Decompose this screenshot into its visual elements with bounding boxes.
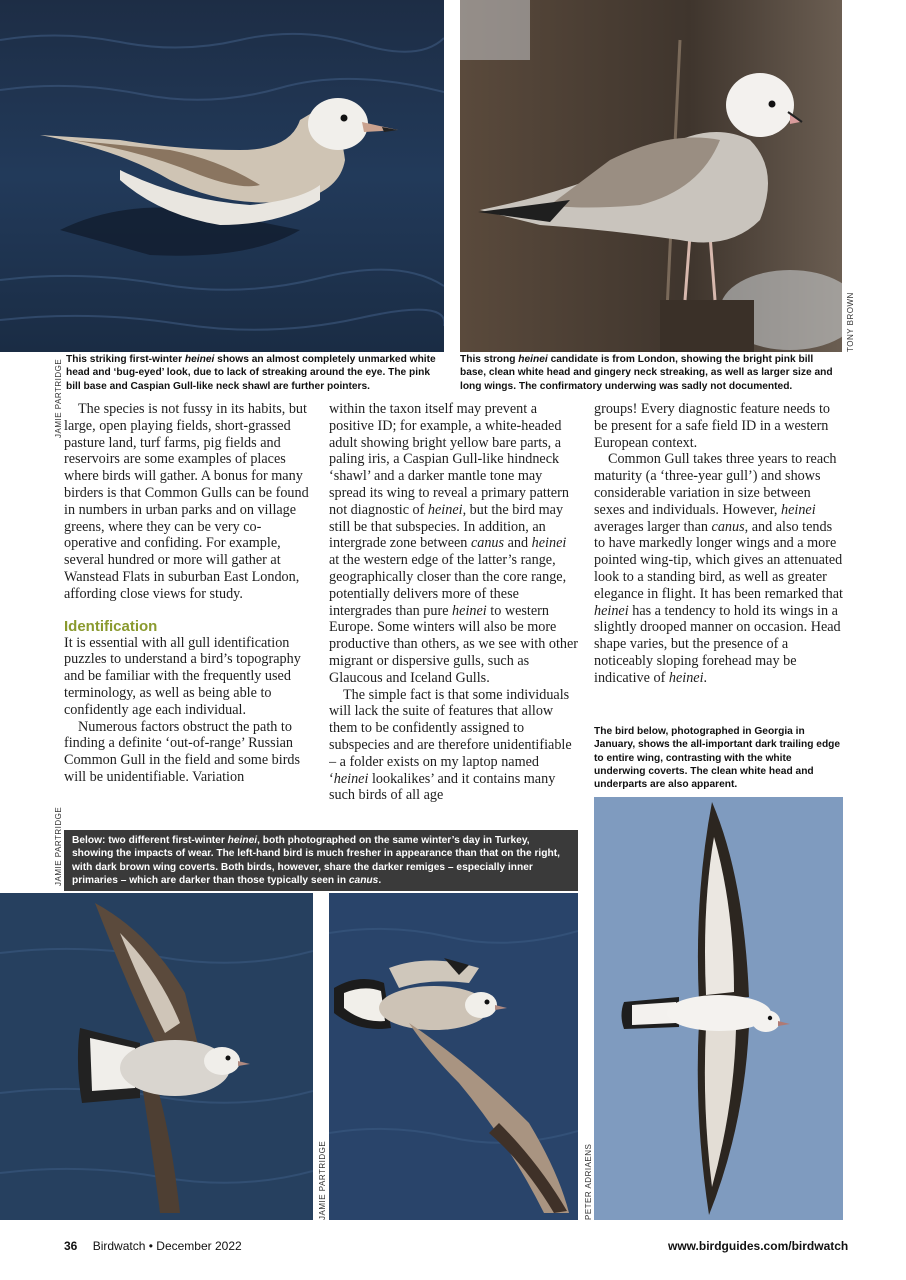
photo-gull-flight-fresh — [0, 893, 313, 1220]
body-column-2 — [329, 401, 579, 821]
footer-left — [64, 1239, 242, 1253]
photo-credit-top-left: JAMIE PARTRIDGE — [54, 358, 63, 438]
body-column-1 — [64, 401, 313, 821]
caption-top-left: This striking first-winter heinei shows an almost completely unmarked white head and ‘bug-eyed’ look, due to lack of streaking around the eye. The pink bill base and Caspian Gull-like neck shawl are further pointers. — [66, 354, 436, 392]
page-number: 36 — [64, 1239, 78, 1253]
caption-top-right: This strong heinei candidate is from London, showing the bright pink bill base, clean white head and gingery neck streaking, as well as larger size and long wings. The confirmatory underwing was sadly not documented. — [460, 354, 833, 392]
footer-url[interactable]: www.birdguides.com/birdwatch — [668, 1239, 849, 1253]
paragraph: Numerous factors obstruct the path to finding a definite ‘out-of-range’ Russian Common Gull in the field and some birds will be unidentifiable. Variation — [64, 718, 301, 785]
photo-gull-flight-worn — [329, 893, 578, 1220]
photo-gull-underwing-georgia — [594, 797, 843, 1220]
photo-credit-bottom-right: PETER ADRIAENS — [584, 1143, 593, 1220]
issue-date: December 2022 — [156, 1239, 242, 1253]
paragraph: within the taxon itself may prevent a positive ID; for example, a white-headed adult showing bright yellow bare parts, a paling iris, a Caspian Gull-like hindneck ‘shawl’ and a darker mantle tone may spread its wing to reveal a primary pattern not diagnostic of heinei, but the bird may still be that subspecies. In addition, an intergrade zone between canus and heinei at the western edge of the latter’s range, geographically closer than the core range, potentially delivers more of these intergrades than pure heinei to western Europe. Some winters will also be more productive than others, as we see with other migrant or dispersive gulls, such as Glaucous and Iceland Gulls. — [329, 401, 578, 686]
paragraph: The simple fact is that some individuals will lack the suite of features that allow them to be confidently assigned to subspecies and are therefore unidentifiable – a folder exists on my laptop named ‘heinei lookalikes’ and it contains many such birds of all age — [329, 686, 572, 804]
paragraph: Common Gull takes three years to reach maturity (a ‘three-year gull’) and shows considerable variation in size between sexes and individuals. However, heinei averages larger than canus, and also tends to have markedly longer wings and a more pointed wing-tip, which gives an attenuated look to a standing bird, as well as greater elegance in flight. It has been remarked that heinei has a tendency to hold its wings in a slightly drooped manner on occasion. Head shape varies, but the presence of a noticeably sloping forehead may be indicative of heinei. — [594, 451, 843, 686]
photo-gull-swimming — [0, 0, 444, 352]
caption-turkey-gulls: Below: two different first-winter heinei, both photographed on the same winter’s day in Turkey, showing the impacts of wear. The left-hand bird is much fresher in appearance than that on the right, with dark brown wing coverts. Both birds, however, share the darker remiges – especially inner primaries – which are darker than those typically seen in canus. — [64, 830, 578, 891]
body-column-3 — [594, 401, 844, 706]
photo-credit-bottom-mid: JAMIE PARTRIDGE — [318, 1140, 327, 1220]
paragraph: It is essential with all gull identification puzzles to understand a bird’s topography and be familiar with the frequently used terminology, as well as being able to confidently age each individual. — [64, 634, 301, 718]
caption-georgia-gull: The bird below, photographed in Georgia in January, shows the all-important dark trailing edge to entire wing, contrasting with the white underwing coverts. The clean white head and underparts are also apparent. — [594, 726, 841, 791]
paragraph: The species is not fussy in its habits, but large, open playing fields, short-grassed pasture land, turf farms, pig fields and reservoirs are some examples of places where birds will gather. A bonus for many birders is that Common Gulls can be found in numbers in urban parks and on village greens, where they can be very co-operative and confiding. For example, several hundred or more will gather at Wanstead Flats in suburban East London, affording close views for study. — [64, 401, 309, 602]
magazine-name: Birdwatch — [92, 1239, 146, 1253]
photo-gull-on-post — [460, 0, 842, 352]
photo-credit-top-right: TONY BROWN — [846, 292, 855, 352]
paragraph: groups! Every diagnostic feature needs to be present for a safe field ID in a western European context. — [594, 401, 830, 451]
photo-credit-mid-left: JAMIE PARTRIDGE — [54, 806, 63, 886]
section-heading-identification: Identification — [64, 617, 158, 635]
footer-bullet: • — [148, 1239, 153, 1253]
